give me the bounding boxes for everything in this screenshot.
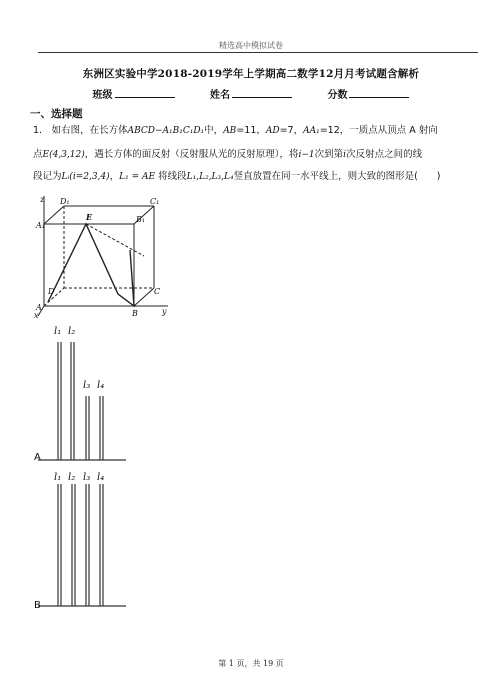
bar-label: l₃ [83,472,91,483]
q-math: L₁,L₂,L₃,L₄ [186,172,234,182]
label-D1: D₁ [60,197,70,206]
class-field [93,90,175,101]
q-text: 次反射点之间的线 [346,149,423,160]
reflection-dashed [86,224,144,256]
score-field [327,90,409,101]
question-number: 1． [33,125,49,136]
q-text: 如右图，在长方体 [51,125,128,136]
bar-label: l₂ [68,326,76,337]
label-A1: A₁ [36,221,45,230]
q-math: i−1 [298,150,315,160]
option-b-figure [34,466,134,612]
document-title: 东洲区实验中学2018-2019学年上学期高二数学12月月考试题含解析 [82,68,420,80]
cuboid-edge [44,206,64,224]
question-line-3: 段记为Lᵢ(i=2,3,4)，L₁ = AE 将线段L₁,L₂,L₃,L₄竖直放置在同一水平线上，则大致的图形是( ) [33,171,441,182]
q-math: E(4,3,12) [42,150,85,160]
section-heading: 一、选择题 [30,108,83,120]
name-field [210,90,292,101]
q-math: ABCD−A₁B₁C₁D₁ [127,126,205,136]
cuboid-figure [34,194,174,318]
q-math: AA₁ [303,126,320,136]
class-blank [115,87,175,98]
name-blank [232,87,292,98]
label-E: E [86,212,93,222]
name-label: 姓名 [210,90,230,101]
bar-label: l₄ [97,472,105,483]
class-label: 班级 [92,90,113,101]
option-a-label[interactable]: A [34,452,41,463]
q-math: AD [265,126,280,136]
bar-label: l₂ [68,472,76,483]
axis-y-label: y [162,307,167,316]
question-line-1 [33,124,473,138]
axis-x-label: x [34,311,39,318]
bar-label: l₁ [54,472,62,483]
question-line-2 [33,148,473,162]
student-info-fields [0,86,502,101]
reflection-path [48,224,134,306]
q-math: AB [223,126,237,136]
q-math: Lᵢ(i=2,3,4) [61,172,110,182]
cuboid-edge [134,288,154,306]
option-b-label[interactable]: B [34,600,41,611]
q-text: 将线段 [158,171,187,182]
q-text: =11， [236,125,266,136]
header-divider [38,52,478,53]
q-text: 段记为 [33,171,62,182]
bar-label: l₁ [54,326,62,337]
score-label: 分数 [327,90,348,101]
page-footer: 第 1 页，共 19 页 [218,659,284,668]
q-math: i [343,150,347,160]
q-text: 中， [204,125,224,136]
q-text: 点 [33,149,43,160]
axis-z-label: z [40,195,45,204]
q-text: ，遇长方体的面反射（反射服从光的反射原理），将 [84,149,299,160]
q-text: 竖直放置在同一水平线上，则大致的图形是( ) [233,171,441,182]
label-A: A [36,303,42,312]
label-C1: C₁ [150,197,160,206]
label-B: B [132,309,138,318]
q-math: L₁ = AE [119,172,156,182]
option-a-figure [34,320,134,466]
q-text: =12，一质点从顶点 A 射向 [319,125,438,136]
label-B1: B₁ [136,215,146,224]
bar-label: l₄ [97,380,105,391]
q-text: =7， [279,125,304,136]
bar-label: l₃ [83,380,91,391]
q-text: 次到第 [314,149,344,160]
label-D: D [48,287,55,296]
label-C: C [154,287,161,296]
score-blank [349,87,409,98]
page-header: 精选高中模拟试卷 [219,41,283,50]
